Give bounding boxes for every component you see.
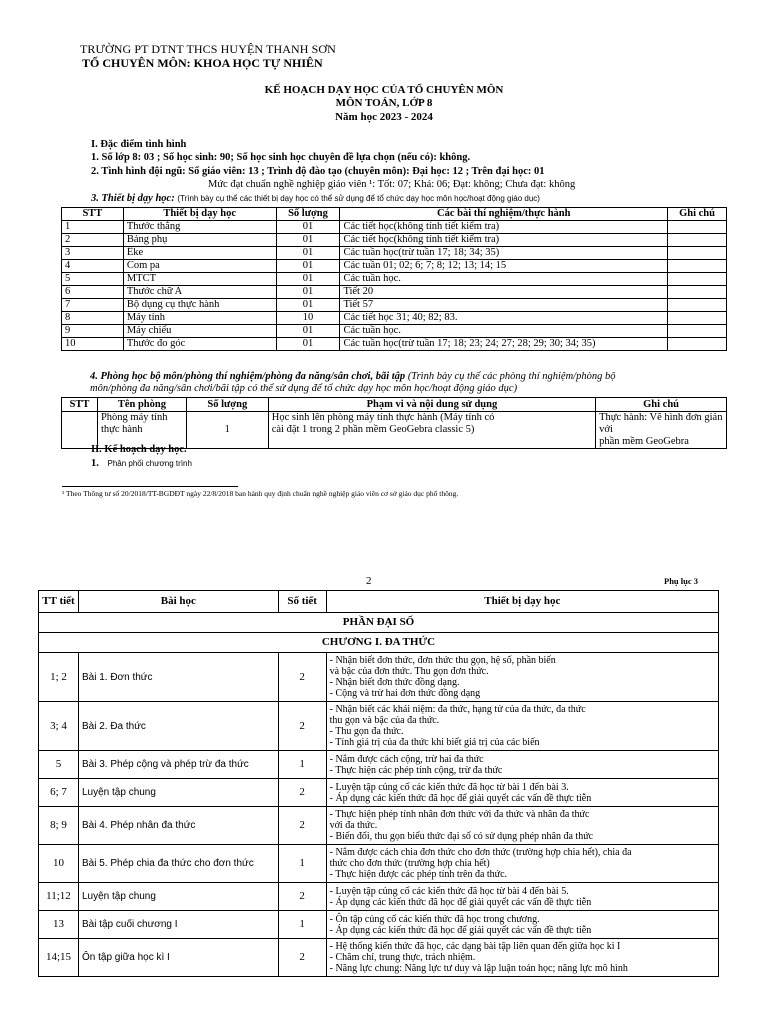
equipment-row	[62, 221, 727, 234]
room-col-quantity: Số lượng	[186, 398, 268, 412]
equipment-row	[62, 312, 727, 325]
col-experiments: Các bài thí nghiệm/thực hành	[340, 208, 668, 221]
plan-tt: 1; 2	[39, 653, 79, 702]
equipment-row	[62, 325, 727, 338]
equipment-row	[62, 286, 727, 299]
equipment-quantity: 01	[276, 221, 340, 234]
plan-tt: 8; 9	[39, 807, 79, 845]
plan-tt: 13	[39, 911, 79, 939]
section2-item1-num: 1.	[91, 458, 99, 469]
room-notes: Thực hành: Vẽ hình đơn giản với phần mềm GeoGebra	[596, 412, 727, 449]
plan-equipment-line: - Nhận biết đơn thức, đơn thức thu gọn, hệ số, phần biến	[329, 655, 556, 666]
plan-col-tt: TT tiết	[39, 591, 79, 613]
section1-item2b: Mức đạt chuẩn nghề nghiệp giáo viên ¹: Tốt: 07; Khá: 06; Đạt: không; Chưa đạt: không	[208, 179, 576, 190]
plan-lesson: Luyện tập chung	[78, 883, 278, 911]
room-header-row	[62, 398, 727, 412]
plan-row	[39, 653, 719, 702]
plan-equipment-line: - Thực hiện các phép tính cộng, trừ đa thức	[329, 764, 503, 776]
plan-tt: 5	[39, 751, 79, 779]
plan-lesson: Bài 1. Đơn thức	[78, 653, 278, 702]
page-number: 2	[366, 575, 372, 587]
plan-equipment	[326, 751, 718, 779]
col-stt: STT	[62, 208, 124, 221]
equipment-stt: 1	[62, 221, 124, 234]
equipment-stt: 6	[62, 286, 124, 299]
equipment-stt: 10	[62, 338, 124, 351]
appendix-label: Phụ lục 3	[664, 576, 699, 586]
room-row	[62, 412, 727, 449]
equipment-row	[62, 234, 727, 247]
equipment-name: Thước chữ A	[123, 286, 276, 299]
plan-equipment-line: và bậc của đơn thức. Thu gọn đơn thức.	[329, 666, 489, 677]
section1-item3	[91, 193, 540, 204]
room-col-name: Tên phòng	[97, 398, 186, 412]
equipment-stt: 9	[62, 325, 124, 338]
section2-item1	[91, 458, 192, 469]
equipment-header-row	[62, 208, 727, 221]
equipment-note	[668, 221, 727, 234]
plan-equipment-line: với đa thức.	[329, 820, 378, 831]
plan-periods: 2	[278, 779, 326, 807]
equipment-usage: Các tuần học.	[340, 273, 668, 286]
plan-equipment	[326, 653, 718, 702]
equipment-note	[668, 247, 727, 260]
plan-lesson: Ôn tập giữa học kì I	[78, 939, 278, 977]
equipment-stt: 3	[62, 247, 124, 260]
plan-equipment-line: - Áp dụng các kiến thức đã học để giải quyết các vấn đề thực tiễn	[329, 792, 592, 804]
equipment-row	[62, 299, 727, 312]
equipment-note	[668, 299, 727, 312]
equipment-quantity: 01	[276, 260, 340, 273]
plan-equipment-line: - Nắm được cách cộng, trừ hai đa thức	[329, 753, 484, 765]
section4-title	[90, 371, 615, 382]
plan-col-equipment: Thiết bị dạy học	[326, 591, 718, 613]
plan-equipment-line: - Biến đổi, thu gọn biểu thức đại số có sử dụng phép nhân đa thức	[329, 831, 594, 842]
equipment-stt: 8	[62, 312, 124, 325]
plan-equipment-line: thu gọn và bậc của đa thức.	[329, 715, 440, 726]
col-equipment: Thiết bị dạy học	[123, 208, 276, 221]
plan-tt: 6; 7	[39, 779, 79, 807]
equipment-usage: Các tuần học(trừ tuần 17; 18; 34; 35)	[340, 247, 668, 260]
equipment-name: Máy tính	[123, 312, 276, 325]
plan-col-periods: Số tiết	[278, 591, 326, 613]
plan-equipment	[326, 845, 718, 883]
doc-title: KẾ HOẠCH DẠY HỌC CỦA TỔ CHUYÊN MÔN	[264, 84, 504, 96]
room-name: Phòng máy tính thực hành	[97, 412, 186, 449]
equipment-note: (Trình bày cụ thể các thiết bị dạy học có thể sử dụng để tổ chức dạy học môn học/hoạt động giáo dục)	[177, 194, 540, 203]
plan-table	[38, 590, 719, 977]
equipment-note	[668, 273, 727, 286]
plan-equipment-line: - Thu gọn đa thức.	[329, 726, 404, 737]
plan-equipment-line: - Tính giá trị của đa thức khi biết giá trị của các biến	[329, 737, 540, 748]
plan-lesson: Bài tập cuối chương I	[78, 911, 278, 939]
plan-periods: 2	[278, 939, 326, 977]
plan-equipment	[326, 883, 718, 911]
part-title: PHẦN ĐẠI SỐ	[39, 613, 719, 633]
section2-item1-text: Phân phối chương trình	[107, 459, 192, 468]
plan-lesson: Bài 2. Đa thức	[78, 702, 278, 751]
equipment-row	[62, 247, 727, 260]
plan-tt: 14;15	[39, 939, 79, 977]
doc-year: Năm học 2023 - 2024	[335, 111, 433, 123]
plan-equipment-line: - Cộng và trừ hai đơn thức đồng dạng	[329, 688, 481, 699]
plan-header-row	[39, 591, 719, 613]
plan-periods: 1	[278, 845, 326, 883]
equipment-stt: 5	[62, 273, 124, 286]
equipment-quantity: 01	[276, 286, 340, 299]
plan-row	[39, 883, 719, 911]
plan-row	[39, 845, 719, 883]
plan-equipment-line: - Năng lực chung: Năng lực tư duy và lập luận toán học; năng lực mô hình	[329, 963, 628, 974]
equipment-quantity: 01	[276, 325, 340, 338]
plan-periods: 2	[278, 807, 326, 845]
equipment-note	[668, 260, 727, 273]
department-name: TỔ CHUYÊN MÔN: KHOA HỌC TỰ NHIÊN	[82, 56, 323, 70]
equipment-name: Thước thẳng	[123, 221, 276, 234]
equipment-usage: Tiết 20	[340, 286, 668, 299]
equipment-usage: Các tiết học 31; 40; 82; 83.	[340, 312, 668, 325]
equipment-quantity: 01	[276, 338, 340, 351]
plan-periods: 2	[278, 653, 326, 702]
plan-equipment-line: - Chăm chỉ, trung thực, trách nhiệm.	[329, 952, 476, 963]
equipment-quantity: 01	[276, 273, 340, 286]
equipment-name: Bảng phụ	[123, 234, 276, 247]
col-quantity: Số lượng	[276, 208, 340, 221]
plan-equipment-line: - Áp dụng các kiến thức đã học để giải quyết các vấn đề thực tiễn	[329, 896, 592, 908]
room-table	[61, 397, 727, 449]
equipment-quantity: 10	[276, 312, 340, 325]
doc-subject: MÔN TOÁN, LỚP 8	[335, 97, 433, 109]
school-name: TRƯỜNG PT DTNT THCS HUYỆN THANH SƠN	[80, 42, 336, 56]
equipment-usage: Các tuần học.	[340, 325, 668, 338]
plan-col-lesson: Bài học	[78, 591, 278, 613]
plan-lesson: Bài 3. Phép cộng và phép trừ đa thức	[78, 751, 278, 779]
room-col-scope: Phạm vi và nội dung sử dụng	[268, 398, 595, 412]
equipment-usage: Các tiết học(không tính tiết kiểm tra)	[340, 221, 668, 234]
equipment-quantity: 01	[276, 299, 340, 312]
room-col-notes: Ghi chú	[596, 398, 727, 412]
equipment-usage: Các tuần học(trừ tuần 17; 18; 23; 24; 27; 28; 29; 30; 34; 35)	[340, 338, 668, 351]
equipment-table	[61, 207, 727, 351]
plan-rows	[39, 613, 719, 977]
plan-equipment	[326, 779, 718, 807]
section4-title-text: 4. Phòng học bộ môn/phòng thí nghiệm/phòng đa năng/sân chơi, bãi tập	[90, 371, 406, 382]
room-stt	[62, 412, 98, 449]
equipment-stt: 4	[62, 260, 124, 273]
section2-heading: II. Kế hoạch dạy học.	[91, 444, 187, 455]
plan-row	[39, 779, 719, 807]
room-quantity: 1	[186, 412, 268, 449]
plan-equipment-line: thức cho đơn thức (trường hợp chia hết)	[329, 858, 490, 869]
equipment-name: Bộ dụng cụ thực hành	[123, 299, 276, 312]
part-row	[39, 613, 719, 633]
plan-equipment	[326, 911, 718, 939]
plan-equipment-line: - Hệ thống kiến thức đã học, các dạng bài tập liên quan đến giữa học kì I	[329, 941, 621, 952]
equipment-row	[62, 273, 727, 286]
plan-row	[39, 807, 719, 845]
plan-periods: 2	[278, 883, 326, 911]
plan-lesson: Bài 4. Phép nhân đa thức	[78, 807, 278, 845]
equipment-rows	[62, 221, 727, 351]
section1-item2: 2. Tình hình đội ngũ: Số giáo viên: 13 ; Trình độ đào tạo (chuyên môn): Đại học: 12 ; Trên đại học: 01	[91, 166, 545, 177]
plan-tt: 11;12	[39, 883, 79, 911]
plan-tt: 10	[39, 845, 79, 883]
plan-periods: 1	[278, 911, 326, 939]
plan-equipment-line: - Nhận biết các khái niệm: đa thức, hạng tử của đa thức, đa thức	[329, 704, 586, 715]
section1-item1: 1. Số lớp 8: 03 ; Số học sinh: 90; Số học sinh học chuyên đề lựa chọn (nếu có): không.	[91, 152, 471, 163]
equipment-name: Thước đo góc	[123, 338, 276, 351]
equipment-stt: 7	[62, 299, 124, 312]
section4-note: (Trình bày cụ thể các phòng thí nghiệm/phòng bộ	[407, 371, 616, 382]
equipment-usage: Tiết 57	[340, 299, 668, 312]
section1-heading: I. Đặc điểm tình hình	[91, 139, 187, 150]
equipment-name: Êke	[123, 247, 276, 260]
equipment-name: Com pa	[123, 260, 276, 273]
equipment-name: MTCT	[123, 273, 276, 286]
plan-equipment-line: - Nắm được cách chia đơn thức cho đơn thức (trường hợp chia hết), chia đa	[329, 847, 632, 858]
plan-equipment-line: - Thực hiện phép tính nhân đơn thức với đa thức và nhân đa thức	[329, 809, 590, 820]
plan-equipment-line: - Nhận biết đơn thức đồng dạng.	[329, 677, 460, 688]
section4-note2: môn/phòng đa năng/sân chơi/bãi tập có thể sử dụng để tổ chức dạy học môn học/hoạt động giáo dục)	[90, 383, 518, 394]
plan-equipment-line: - Thực hiện được các phép tính trên đa thức.	[329, 869, 508, 880]
plan-equipment	[326, 939, 718, 977]
col-notes: Ghi chú	[668, 208, 727, 221]
plan-equipment-line: - Luyện tập củng cố các kiến thức đã học từ bài 1 đến bài 3.	[329, 781, 569, 793]
plan-tt: 3; 4	[39, 702, 79, 751]
plan-periods: 1	[278, 751, 326, 779]
plan-equipment-line: - Ôn tập củng cố các kiến thức đã học trong chương.	[329, 913, 540, 925]
equipment-quantity: 01	[276, 247, 340, 260]
equipment-note	[668, 338, 727, 351]
plan-equipment-line: - Luyện tập củng cố các kiến thức đã học từ bài 4 đến bài 5.	[329, 885, 569, 897]
chapter-title: CHƯƠNG I. ĐA THỨC	[39, 633, 719, 653]
room-col-stt: STT	[62, 398, 98, 412]
equipment-row	[62, 260, 727, 273]
plan-lesson: Bài 5. Phép chia đa thức cho đơn thức	[78, 845, 278, 883]
footnote: ¹ Theo Thông tư số 20/2018/TT-BGDĐT ngày 22/8/2018 ban hành quy định chuẩn nghề nghiệp giáo viên cơ sở giáo dục phổ thông.	[62, 489, 459, 498]
plan-row	[39, 911, 719, 939]
footnote-rule	[62, 486, 238, 487]
equipment-note	[668, 286, 727, 299]
equipment-row	[62, 338, 727, 351]
equipment-usage: Các tuần 01; 02; 6; 7; 8; 12; 13; 14; 15	[340, 260, 668, 273]
equipment-stt: 2	[62, 234, 124, 247]
plan-row	[39, 939, 719, 977]
equipment-note	[668, 312, 727, 325]
plan-periods: 2	[278, 702, 326, 751]
room-scope: Học sinh lên phòng máy tính thực hành (Máy tính có cài đặt 1 trong 2 phần mềm GeoGebra classic 5)	[268, 412, 595, 449]
plan-lesson: Luyện tập chung	[78, 779, 278, 807]
plan-equipment	[326, 702, 718, 751]
equipment-name: Máy chiếu	[123, 325, 276, 338]
equipment-title: 3. Thiết bị dạy học:	[91, 193, 175, 204]
equipment-note	[668, 325, 727, 338]
plan-equipment-line: - Áp dụng các kiến thức đã học để giải quyết các vấn đề thực tiễn	[329, 924, 592, 936]
plan-row	[39, 751, 719, 779]
plan-row	[39, 702, 719, 751]
equipment-usage: Các tiết học(không tính tiết kiểm tra)	[340, 234, 668, 247]
equipment-quantity: 01	[276, 234, 340, 247]
equipment-note	[668, 234, 727, 247]
plan-equipment	[326, 807, 718, 845]
chapter-row	[39, 633, 719, 653]
